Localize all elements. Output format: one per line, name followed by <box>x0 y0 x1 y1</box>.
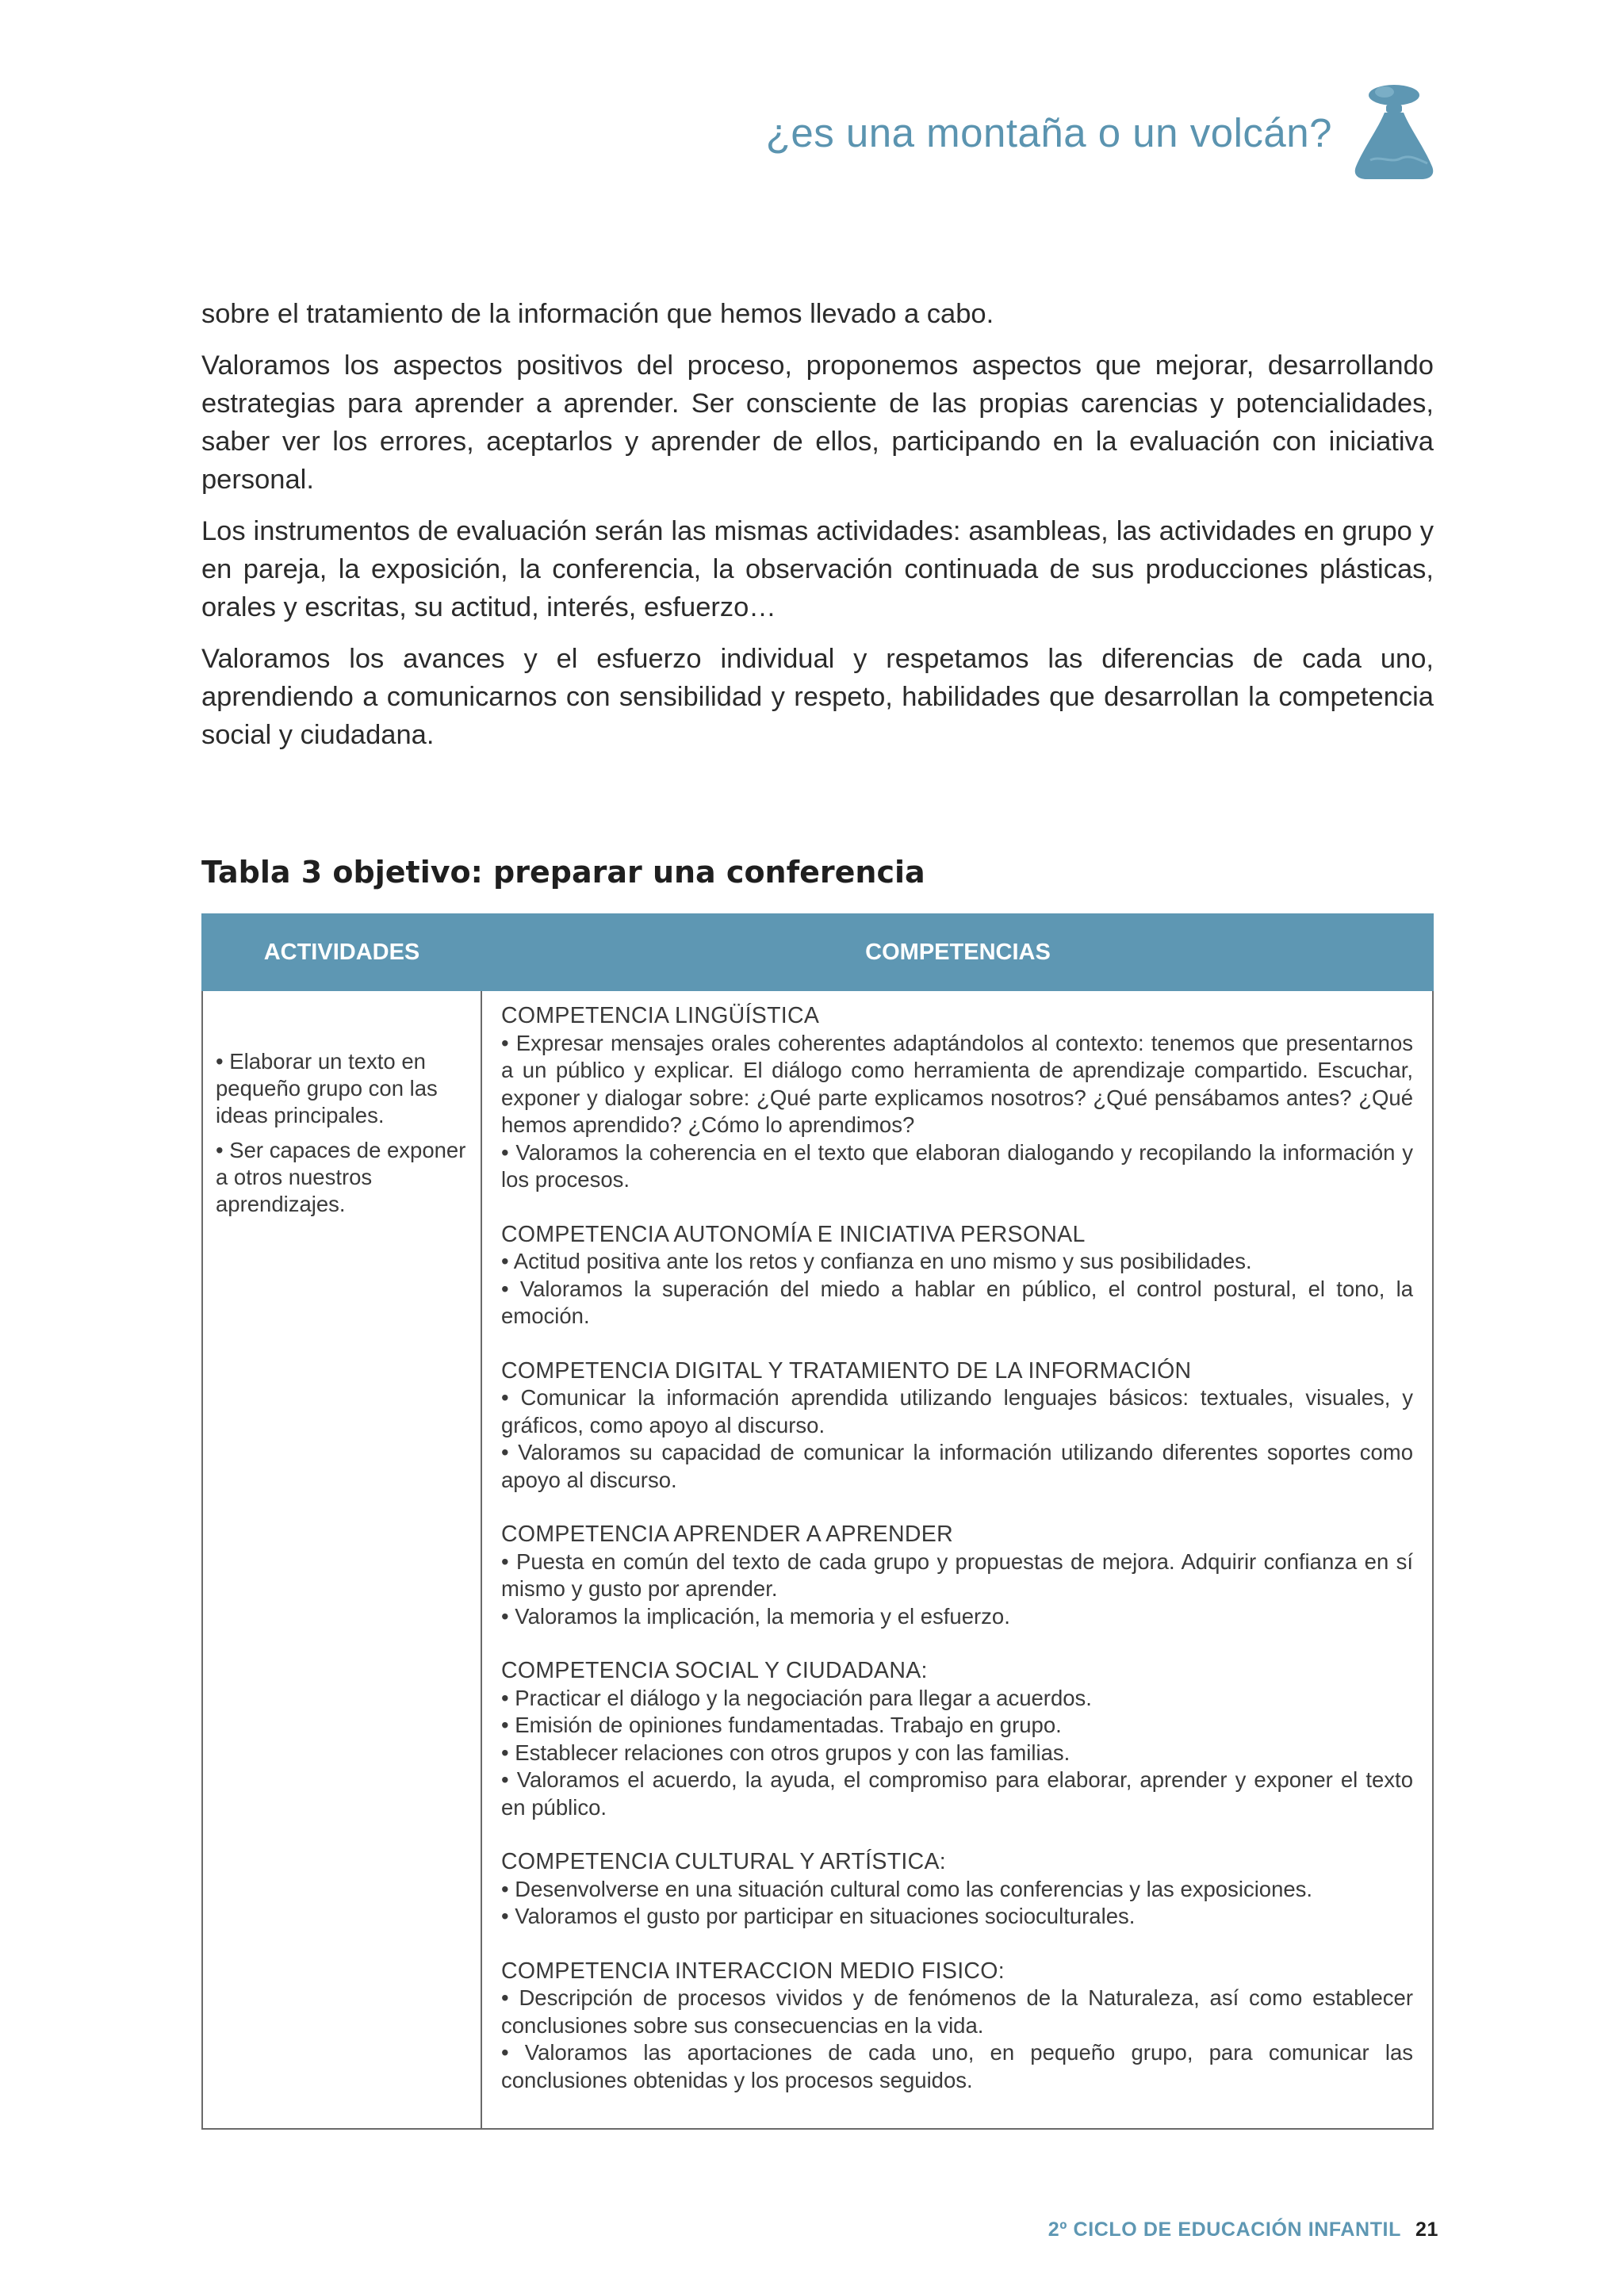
competency-line: • Establecer relaciones con otros grupos y con las familias. <box>501 1740 1071 1765</box>
column-header-competencies: COMPETENCIAS <box>865 940 1051 965</box>
competencies-table <box>201 913 1434 2130</box>
footer-label: 2º CICLO DE EDUCACIÓN INFANTIL <box>1048 2218 1401 2241</box>
competency-line: • Valoramos su capacidad de comunicar la información utilizando diferentes soportes como apoyo al discurso. <box>501 1440 1413 1492</box>
page-number: 21 <box>1415 2218 1438 2241</box>
competency-block <box>501 1002 1413 1194</box>
competency-line: • Practicar el diálogo y la negociación para llegar a acuerdos. <box>501 1685 1092 1710</box>
competency-line: • Valoramos la coherencia en el texto que elaboran dialogando y recopilando la información y los procesos. <box>501 1139 1413 1192</box>
header-title: ¿es una montaña o un volcán? <box>765 110 1332 155</box>
competency-heading: COMPETENCIA DIGITAL Y TRATAMIENTO DE LA INFORMACIÓN <box>501 1357 1192 1384</box>
competency-line: • Expresar mensajes orales coherentes adaptándolos al contexto: tenemos que presentarnos a un público y explicar. El diálogo como herramienta de aprendizaje compartido. Escuchar, exponer y dialogar sobre: ¿Qué parte explicamos nosotros? ¿Qué pensábamos antes? ¿Qué hemos aprendido? ¿Cómo lo aprendimos? <box>501 1030 1413 1137</box>
competency-block <box>501 1221 1413 1330</box>
competency-line: • Puesta en común del texto de cada grupo y propuestas de mejora. Adquirir confianza en sí mismo y gusto por aprender. <box>501 1548 1413 1601</box>
activity-item: • Elaborar un texto en pequeño grupo con las ideas principales. <box>216 1049 438 1127</box>
competency-line: • Descripción de procesos vividos y de fenómenos de la Naturaleza, así como establecer conclusiones sobre sus consecuencias en la vida. <box>501 1985 1413 2038</box>
competency-block <box>501 1848 1413 1931</box>
competency-heading: COMPETENCIA INTERACCION MEDIO FISICO: <box>501 1958 1005 1984</box>
competency-block <box>501 1521 1413 1630</box>
page-footer <box>1048 2218 1438 2241</box>
competency-block <box>501 1357 1413 1495</box>
competency-block <box>501 1657 1413 1821</box>
competency-heading: COMPETENCIA AUTONOMÍA E INICIATIVA PERSONAL <box>501 1221 1086 1247</box>
table-header <box>201 913 1434 991</box>
competency-line: • Valoramos las aportaciones de cada uno, en pequeño grupo, para comunicar las conclusiones obtenidas y los procesos seguidos. <box>501 2040 1413 2092</box>
paragraph: Los instrumentos de evaluación serán las mismas actividades: asambleas, las actividades en grupo y en pareja, la exposición, la conferencia, la observación continuada de sus producciones plásticas, orales y escritas, su actitud, interés, esfuerzo… <box>201 516 1434 622</box>
column-divider <box>481 991 482 2128</box>
competency-line: • Valoramos el gusto por participar en situaciones socioculturales. <box>501 1904 1136 1928</box>
table-title: Tabla 3 objetivo: preparar una conferencia <box>201 855 925 890</box>
competencies-cell <box>501 1002 1413 2121</box>
volcano-icon <box>1353 81 1435 182</box>
competency-heading: COMPETENCIA SOCIAL Y CIUDADANA: <box>501 1658 928 1683</box>
competency-line: • Actitud positiva ante los retos y confianza en uno mismo y sus posibilidades. <box>501 1249 1252 1273</box>
competency-line: • Valoramos la superación del miedo a hablar en público, el control postural, el tono, la emoción. <box>501 1276 1413 1328</box>
paragraph: Valoramos los avances y el esfuerzo individual y respetamos las diferencias de cada uno, aprendiendo a comunicarnos con sensibilidad y respeto, habilidades que desarrollan la competencia social y ciudadana. <box>201 644 1434 750</box>
column-header-activities: ACTIVIDADES <box>263 940 420 965</box>
body-text <box>201 295 1434 768</box>
competency-line: • Desenvolverse en una situación cultural como las conferencias y las exposiciones. <box>501 1876 1313 1901</box>
activities-cell <box>216 1048 471 1226</box>
competency-heading: COMPETENCIA CULTURAL Y ARTÍSTICA: <box>501 1849 947 1874</box>
competency-block <box>501 1958 1413 2095</box>
competency-line: • Emisión de opiniones fundamentadas. Trabajo en grupo. <box>501 1713 1062 1737</box>
competency-heading: COMPETENCIA APRENDER A APRENDER <box>501 1522 953 1547</box>
competency-line: • Valoramos el acuerdo, la ayuda, el compromiso para elaborar, aprender y exponer el texto en público. <box>501 1767 1413 1820</box>
competency-heading: COMPETENCIA LINGÜÍSTICA <box>501 1003 820 1028</box>
activity-item: • Ser capaces de exponer a otros nuestros aprendizajes. <box>216 1138 466 1216</box>
paragraph: Valoramos los aspectos positivos del proceso, proponemos aspectos que mejorar, desarrollando estrategias para aprender a aprender. Ser consciente de las propias carencias y potencialidades, saber ver los errores, aceptarlos y aprender de ellos, participando en la evaluación con iniciativa personal. <box>201 350 1434 495</box>
competency-line: • Valoramos la implicación, la memoria y el esfuerzo. <box>501 1603 1010 1629</box>
paragraph: sobre el tratamiento de la información que hemos llevado a cabo. <box>201 299 994 329</box>
competency-line: • Comunicar la información aprendida utilizando lenguajes básicos: textuales, visuales, y gráficos, como apoyo al discurso. <box>501 1385 1413 1437</box>
